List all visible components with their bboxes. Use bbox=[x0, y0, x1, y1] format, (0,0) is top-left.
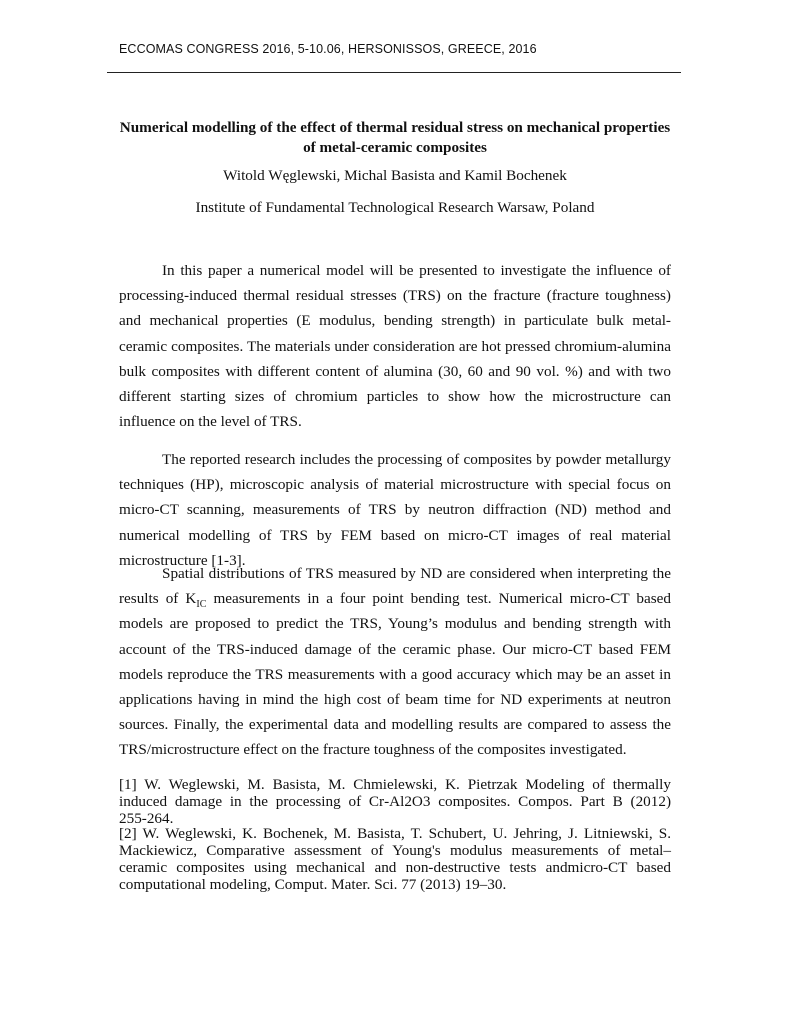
reference-1: [1] W. Weglewski, M. Basista, M. Chmielewski, K. Pietrzak Modeling of thermally induced damage in the processing of Cr‑Al2O3 composites. Compos. Part B (2012) 255‑264. bbox=[119, 776, 671, 827]
paper-title: Numerical modelling of the effect of thermal residual stress on mechanical properties of metal-ceramic composites bbox=[119, 119, 671, 156]
paper-authors: Witold Węglewski, Michal Basista and Kamil Bochenek bbox=[223, 167, 567, 184]
paragraph-3-text-end: measurements in a four point bending test. Numerical micro-CT based models are proposed to predict the TRS, Young’s modulus and bending strength with account of the TRS-induced damage of the ceramic phase. Our micro-CT based FEM models reproduce the TRS measurements with a good accuracy which may be an asset in applications having in mind the high cost of beam time for ND experiments at neutron sources. Finally, the experimental data and modelling results are compared to assess the TRS/microstructure effect on the fracture toughness of the composites investigated. bbox=[119, 590, 671, 759]
k-ic-subscript: IC bbox=[196, 599, 207, 611]
abstract-paragraph-2: The reported research includes the processing of composites by powder metallurgy techniques (HP), microscopic analysis of material microstructure with special focus on micro-CT scanning, measurements of TRS by neutron diffraction (ND) method and numerical modelling of TRS by FEM based on micro-CT images of real material microstructure [1-3]. bbox=[119, 451, 671, 569]
running-head: ECCOMAS CONGRESS 2016, 5-10.06, HERSONISSOS, GREECE, 2016 bbox=[119, 42, 537, 56]
header-rule bbox=[107, 72, 681, 73]
paragraph-3-text-start: Spatial distributions of TRS measured by ND are considered when interpreting the results of K bbox=[119, 565, 671, 608]
abstract-paragraph-3 bbox=[119, 561, 671, 763]
paper-affiliation: Institute of Fundamental Technological Research Warsaw, Poland bbox=[195, 199, 595, 216]
abstract-paragraph-1: In this paper a numerical model will be presented to investigate the influence of processing-induced thermal residual stresses (TRS) on the fracture (fracture toughness) and mechanical properties (E modulus, bending strength) in particulate bulk metal-ceramic composites. The materials under consideration are hot pressed chromium-alumina bulk composites with different content of alumina (30, 60 and 90 vol. %) and with two different starting sizes of chromium particles to show how the microstructure can influence on the level of TRS. bbox=[119, 262, 671, 431]
reference-2: [2] W. Weglewski, K. Bochenek, M. Basista, T. Schubert, U. Jehring, J. Litniewski, S. Mackiewicz, Comparative assessment of Young's modulus measurements of metal–ceramic composites using mechanical and non-destructive tests andmicro-CT based computational modeling, Comput. Mater. Sci. 77 (2013) 19–30. bbox=[119, 825, 671, 893]
